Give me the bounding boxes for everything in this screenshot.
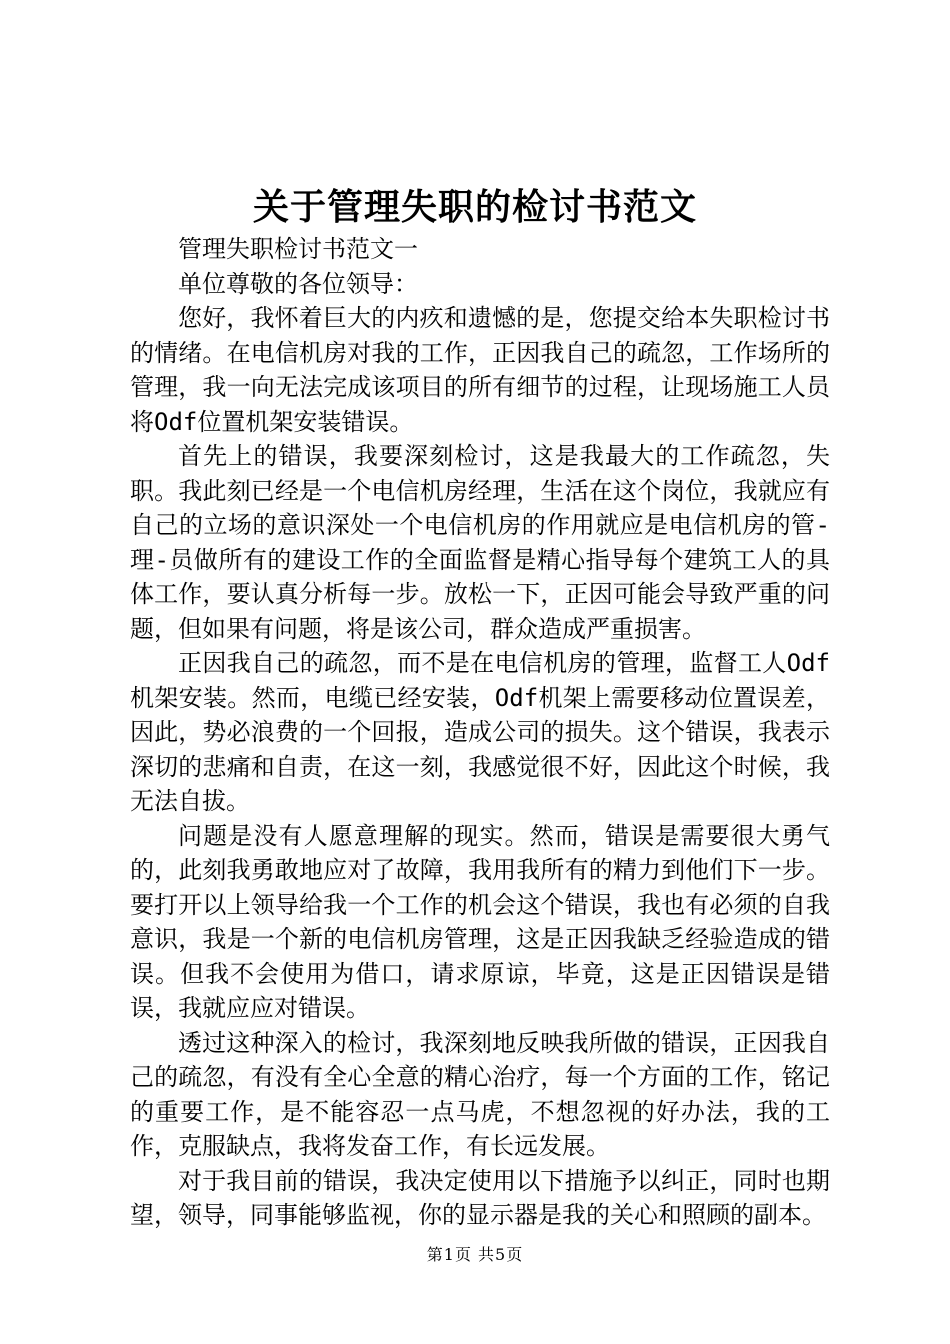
paragraph: 对于我目前的错误，我决定使用以下措施予以纠正，同时也期望，领导，同事能够监视，你的显示器是我的关心和照顾的副本。 [130,1166,830,1229]
paragraph: 您好，我怀着巨大的内疚和遗憾的是，您提交给本失职检讨书的情绪。在电信机房对我的工作，正因我自己的疏忽，工作场所的管理，我一向无法完成该项目的所有细节的过程，让现场施工人员将Odf位置机架安装错误。 [130,304,830,436]
salutation: 单位尊敬的各位领导： [178,269,418,298]
document-body [130,232,830,1233]
section-heading: 管理失职检讨书范文一 [178,235,418,263]
page-footer: 第1页 共5页 [426,1245,524,1264]
paragraph: 首先上的错误，我要深刻检讨，这是我最大的工作疏忽，失职。我此刻已经是一个电信机房经理，生活在这个岗位，我就应有自己的立场的意识深处一个电信机房的作用就应是电信机房的管-理-员做所有的建设工作的全面监督是精心指导每个建筑工人的具体工作，要认真分析每一步。放松一下，正因可能会导致严重的问题，但如果有问题，将是该公司，群众造成严重损害。 [130,442,830,643]
paragraph: 透过这种深入的检讨，我深刻地反映我所做的错误，正因我自己的疏忽，有没有全心全意的精心治疗，每一个方面的工作，铭记的重要工作，是不能容忍一点马虎，不想忽视的好办法，我的工作，克服缺点，我将发奋工作，有长远发展。 [130,1028,830,1160]
document-title: 关于管理失职的检讨书范文 [252,186,697,228]
paragraph: 正因我自己的疏忽，而不是在电信机房的管理，监督工人Odf机架安装。然而，电缆已经安装，Odf机架上需要移动位置误差，因此，势必浪费的一个回报，造成公司的损失。这个错误，我表示深切的悲痛和自责，在这一刻，我感觉很不好，因此这个时候，我无法自拔。 [130,649,830,815]
paragraph: 问题是没有人愿意理解的现实。然而，错误是需要很大勇气的，此刻我勇敢地应对了故障，我用我所有的精力到他们下一步。要打开以上领导给我一个工作的机会这个错误，我也有必须的自我意识，我是一个新的电信机房管理，这是正因我缺乏经验造成的错误。但我不会使用为借口，请求原谅，毕竟，这是正因错误是错误，我就应应对错误。 [130,821,830,1022]
